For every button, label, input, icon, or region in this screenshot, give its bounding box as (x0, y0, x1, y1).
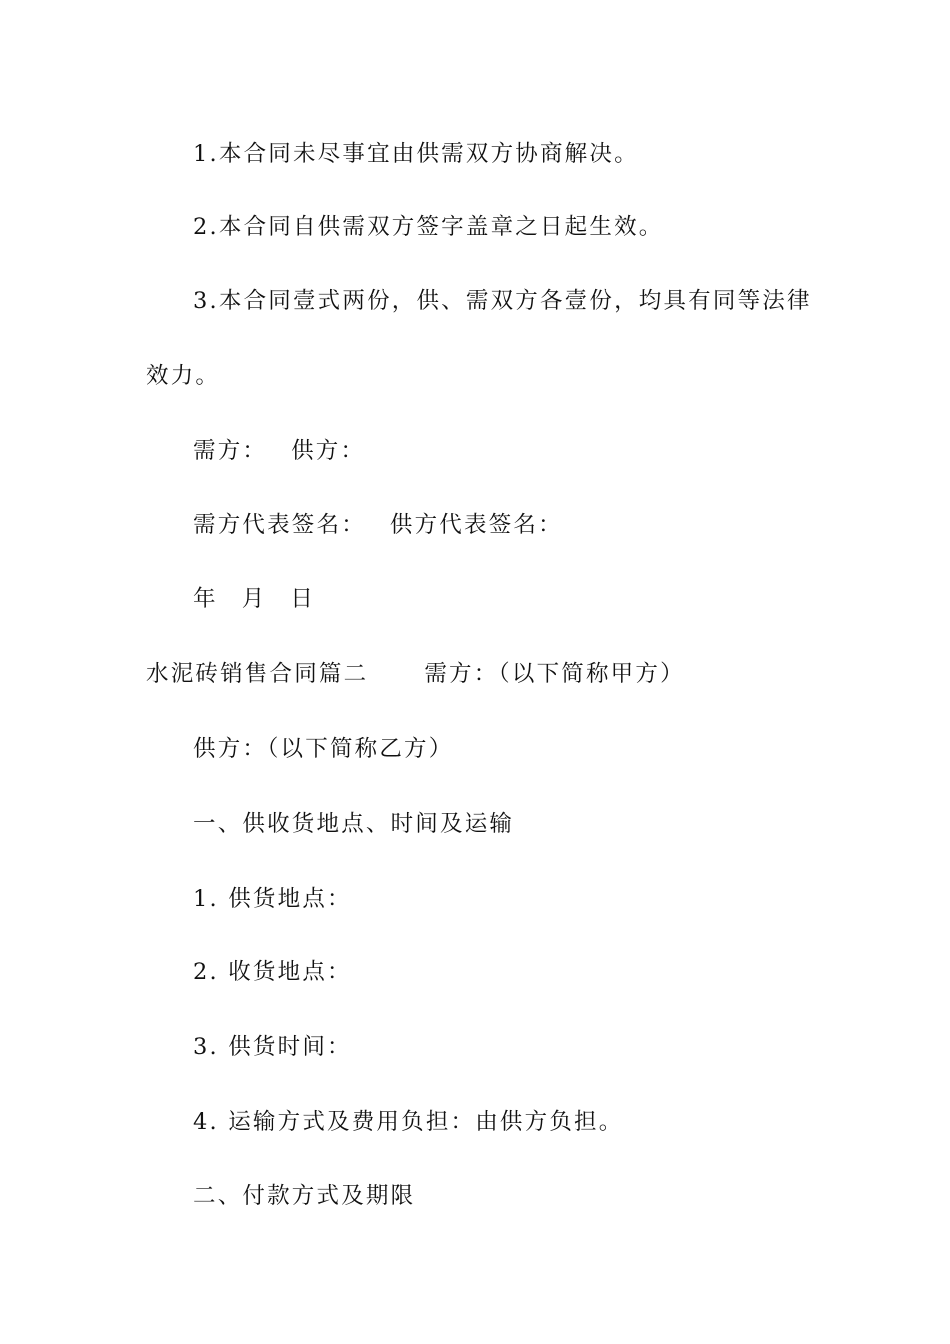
section-two-heading-line (146, 659, 685, 689)
demand-party-label: 需方： (193, 438, 268, 464)
item-3-supply-time: 3. 供货时间： (193, 1034, 352, 1060)
clause-3-line-1: 3.本合同壹式两份，供、需双方各壹份，均具有同等法律 (193, 288, 812, 314)
date-year: 年 (193, 586, 218, 612)
representative-signatures (193, 510, 563, 540)
item-2-delivery-location: 2. 收货地点： (193, 959, 352, 985)
item-1-supply-location: 1. 供货地点： (193, 886, 352, 912)
section-two-demand-party: 需方：（以下简称甲方） (424, 661, 685, 687)
section-two-supply-party: 供方：（以下简称乙方） (193, 736, 454, 762)
item-4-transport: 4. 运输方式及费用负担：由供方负担。 (193, 1109, 624, 1135)
date-line (193, 584, 315, 614)
supply-party-label: 供方： (291, 438, 366, 464)
part-1-title: 一、供收货地点、时间及运输 (193, 811, 515, 837)
clause-1: 1.本合同未尽事宜由供需双方协商解决。 (193, 141, 639, 167)
part-2-title: 二、付款方式及期限 (193, 1183, 416, 1209)
clause-3-line-2: 效力。 (146, 363, 221, 389)
supply-rep-signature-label: 供方代表签名： (389, 512, 563, 538)
demand-rep-signature-label: 需方代表签名： (193, 512, 366, 538)
section-two-heading: 水泥砖销售合同篇二 (146, 661, 369, 687)
clause-2: 2.本合同自供需双方签字盖章之日起生效。 (193, 214, 664, 240)
date-day: 日 (290, 586, 316, 612)
date-month: 月 (241, 586, 267, 612)
party-labels (193, 436, 365, 466)
